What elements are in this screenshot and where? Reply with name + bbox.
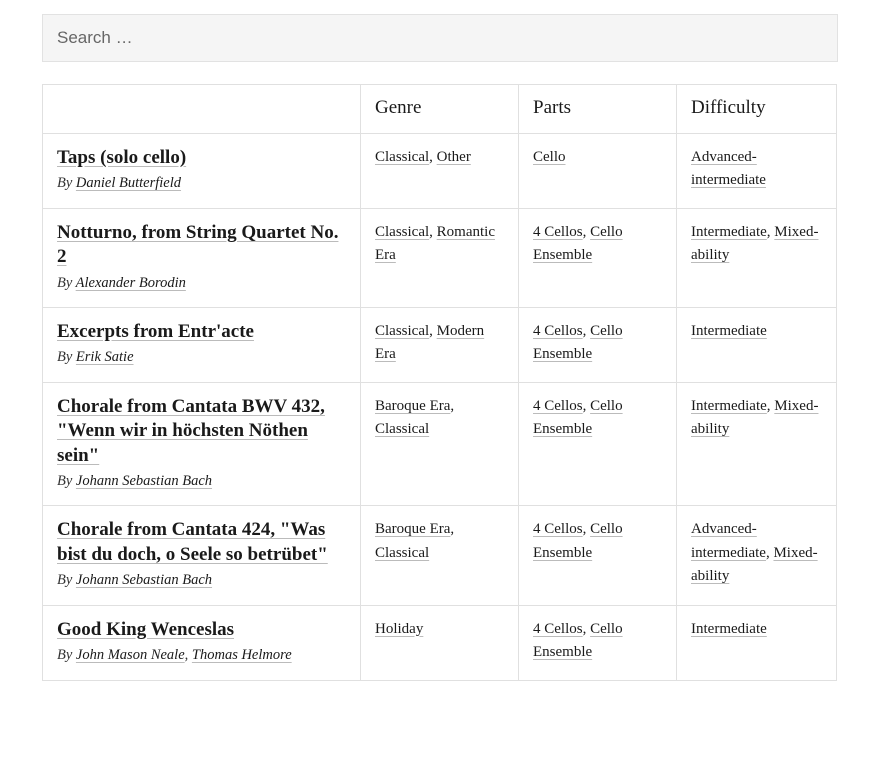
work-title-link[interactable]: Chorale from Cantata BWV 432, "Wenn wir in höchsten Nöthen sein" (57, 395, 325, 466)
separator: , (582, 323, 591, 340)
work-byline (57, 174, 346, 194)
work-cell (43, 208, 361, 307)
composer-link[interactable]: John Mason Neale (75, 646, 185, 663)
parts-cell (519, 382, 677, 506)
genre-link[interactable]: Baroque Era (375, 521, 451, 538)
part-link[interactable]: Cello Ensemble (533, 397, 623, 438)
work-title (57, 518, 346, 567)
difficulty-link[interactable]: Advanced-intermediate (691, 149, 766, 189)
genre-cell (361, 208, 519, 307)
composer-link[interactable]: Daniel Butterfield (75, 175, 182, 192)
work-title-link[interactable]: Chorale from Cantata 424, "Was bist du doch, o Seele so betrübet" (57, 519, 328, 565)
difficulty-cell (677, 308, 837, 383)
column-header-genre: Genre (361, 85, 519, 134)
difficulty-cell (677, 506, 837, 605)
separator: , (582, 223, 591, 240)
genre-link[interactable]: Classical (375, 223, 430, 240)
parts-cell (519, 506, 677, 605)
parts-cell (519, 605, 677, 680)
difficulty-cell (677, 134, 837, 209)
work-cell (43, 382, 361, 506)
parts-cell (519, 208, 677, 307)
composer-link[interactable]: Thomas Helmore (191, 646, 292, 663)
part-link[interactable]: 4 Cellos (533, 397, 583, 414)
genre-link[interactable]: Holiday (375, 620, 424, 637)
difficulty-link[interactable]: Intermediate (691, 397, 767, 414)
genre-link[interactable]: Classical (375, 544, 430, 561)
genre-link[interactable]: Romantic Era (375, 223, 495, 264)
work-byline (57, 646, 346, 666)
composer-link[interactable]: Alexander Borodin (75, 274, 186, 291)
table-row (43, 308, 837, 383)
work-cell (43, 134, 361, 209)
separator: , (450, 521, 455, 538)
work-byline (57, 348, 346, 368)
column-header-parts: Parts (519, 85, 677, 134)
by-word: By (57, 646, 76, 663)
work-title-link[interactable]: Notturno, from String Quartet No. 2 (57, 221, 339, 268)
difficulty-link[interactable]: Mixed-ability (691, 397, 819, 438)
difficulty-link[interactable]: Mixed-ability (691, 544, 818, 584)
table-row (43, 506, 837, 605)
separator: , (765, 544, 774, 561)
separator: , (766, 397, 775, 414)
difficulty-link[interactable]: Advanced-intermediate (691, 521, 766, 561)
separator: , (429, 223, 437, 240)
work-cell (43, 506, 361, 605)
part-link[interactable]: 4 Cellos (533, 521, 583, 538)
part-link[interactable]: Cello Ensemble (533, 223, 623, 264)
part-link[interactable]: Cello (533, 149, 566, 165)
part-link[interactable]: 4 Cellos (533, 223, 583, 240)
part-link[interactable]: Cello Ensemble (533, 521, 623, 561)
difficulty-link[interactable]: Intermediate (691, 223, 767, 240)
work-title (57, 395, 346, 468)
composer-link[interactable]: Johann Sebastian Bach (75, 572, 213, 589)
by-word: By (57, 349, 76, 366)
work-byline (57, 571, 346, 591)
work-title (57, 618, 346, 642)
composer-link[interactable]: Erik Satie (75, 349, 134, 366)
work-byline (57, 274, 346, 294)
by-word: By (57, 572, 76, 589)
genre-link[interactable]: Classical (375, 421, 430, 438)
genre-link[interactable]: Classical (375, 149, 430, 165)
part-link[interactable]: Cello Ensemble (533, 323, 623, 363)
separator: , (582, 521, 591, 538)
part-link[interactable]: 4 Cellos (533, 323, 583, 340)
table-row (43, 382, 837, 506)
genre-link[interactable]: Other (436, 149, 471, 165)
parts-cell (519, 134, 677, 209)
table-row (43, 208, 837, 307)
genre-cell (361, 308, 519, 383)
separator: , (582, 620, 591, 637)
difficulty-cell (677, 605, 837, 680)
table-row (43, 134, 837, 209)
part-link[interactable]: 4 Cellos (533, 620, 583, 637)
work-title (57, 221, 346, 270)
part-link[interactable]: Cello Ensemble (533, 620, 623, 660)
genre-cell (361, 134, 519, 209)
table-row (43, 605, 837, 680)
work-title (57, 146, 346, 170)
difficulty-link[interactable]: Intermediate (691, 323, 767, 340)
column-header-difficulty: Difficulty (677, 85, 837, 134)
composer-link[interactable]: Johann Sebastian Bach (75, 472, 213, 489)
difficulty-cell (677, 208, 837, 307)
separator: , (429, 149, 437, 165)
column-header-title (43, 85, 361, 134)
by-word: By (57, 274, 76, 291)
work-title (57, 320, 346, 344)
genre-link[interactable]: Baroque Era (375, 397, 451, 414)
by-word: By (57, 175, 76, 192)
search-input[interactable] (42, 14, 838, 62)
work-byline (57, 472, 346, 492)
work-cell (43, 605, 361, 680)
genre-link[interactable]: Classical (375, 323, 430, 340)
separator: , (450, 397, 455, 414)
parts-cell (519, 308, 677, 383)
search-area (42, 14, 836, 62)
work-cell (43, 308, 361, 383)
difficulty-link[interactable]: Mixed-ability (691, 223, 819, 264)
table-header-row (43, 85, 837, 134)
work-title-link[interactable]: Taps (solo cello) (57, 147, 187, 168)
genre-cell (361, 382, 519, 506)
separator: , (184, 646, 192, 663)
genre-cell (361, 605, 519, 680)
separator: , (582, 397, 591, 414)
separator: , (766, 223, 775, 240)
work-title-link[interactable]: Good King Wenceslas (57, 618, 235, 640)
works-table (42, 84, 837, 681)
difficulty-cell (677, 382, 837, 506)
genre-link[interactable]: Modern Era (375, 323, 485, 363)
by-word: By (57, 472, 76, 489)
table-body (43, 134, 837, 681)
work-title-link[interactable]: Excerpts from Entr'acte (57, 321, 254, 343)
separator: , (429, 323, 437, 340)
difficulty-link[interactable]: Intermediate (691, 620, 767, 637)
genre-cell (361, 506, 519, 605)
table-header (43, 85, 837, 134)
